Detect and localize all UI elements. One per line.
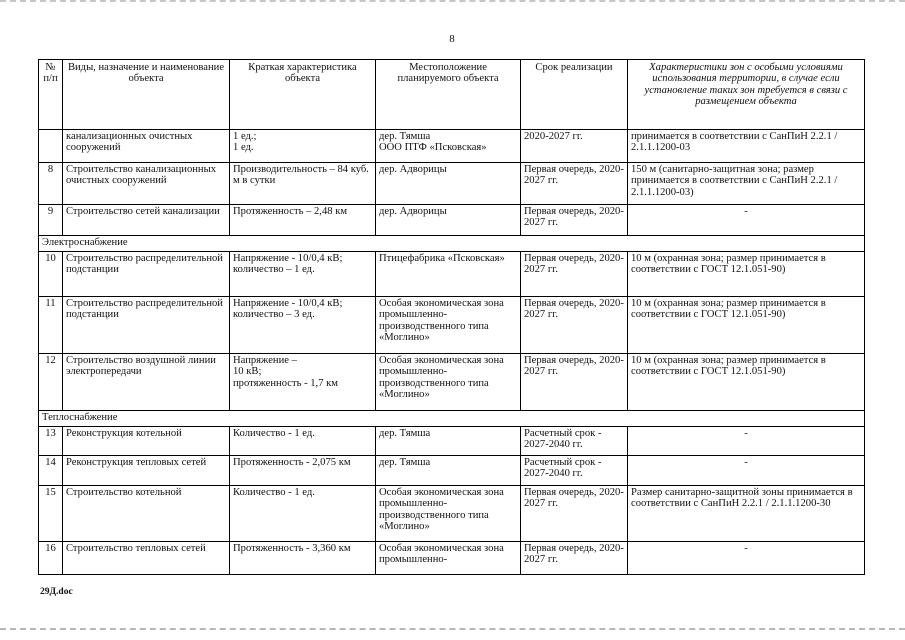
row-num: 15	[39, 486, 63, 542]
row-name: Строительство распределительной подстанции	[63, 297, 230, 354]
header-object-type: Виды, назначение и наименование объекта	[63, 60, 230, 130]
row-term: 2020-2027 гг.	[521, 130, 628, 163]
row-brief: Протяженность – 2,48 км	[230, 205, 376, 236]
table-row	[39, 354, 865, 411]
row-location: дер. Тямша	[376, 427, 521, 456]
header-zones: Характеристики зон с особыми условиями использования территории, в случае если установление таких зон требуется в связи с размещением объекта	[628, 60, 865, 130]
row-term: Расчетный срок - 2027-2040 гг.	[521, 427, 628, 456]
table-row	[39, 542, 865, 575]
row-term: Расчетный срок - 2027-2040 гг.	[521, 456, 628, 486]
row-term: Первая очередь, 2020-2027 гг.	[521, 163, 628, 205]
header-term: Срок реализации	[521, 60, 628, 130]
table-row	[39, 252, 865, 297]
table-row	[39, 427, 865, 456]
scan-edge-top	[0, 0, 905, 7]
table-row	[39, 205, 865, 236]
row-location: Особая экономическая зона промышленно-производственного типа «Моглино»	[376, 297, 521, 354]
row-name: Строительство распределительной подстанции	[63, 252, 230, 297]
row-term: Первая очередь, 2020-2027 гг.	[521, 486, 628, 542]
header-location: Местоположение планируемого объекта	[376, 60, 521, 130]
row-zones: 10 м (охранная зона; размер принимается в соответствии с ГОСТ 12.1.051-90)	[628, 297, 865, 354]
row-num: 8	[39, 163, 63, 205]
row-num: 14	[39, 456, 63, 486]
row-num	[39, 130, 63, 163]
row-location: Особая экономическая зона промышленно-производственного типа «Моглино»	[376, 486, 521, 542]
row-brief: Количество - 1 ед.	[230, 486, 376, 542]
row-zones: -	[628, 542, 865, 575]
document-file-code: 29Д.doc	[40, 587, 73, 597]
row-name: Строительство воздушной линии электропередачи	[63, 354, 230, 411]
header-brief: Краткая характеристика объекта	[230, 60, 376, 130]
row-location: Особая экономическая зона промышленно-	[376, 542, 521, 575]
table-row	[39, 163, 865, 205]
table-header-row	[39, 60, 865, 130]
row-zones: -	[628, 427, 865, 456]
row-name: Реконструкция котельной	[63, 427, 230, 456]
row-term: Первая очередь, 2020-2027 гг.	[521, 542, 628, 575]
header-num: № п/п	[39, 60, 63, 130]
row-zones: -	[628, 205, 865, 236]
row-zones: 150 м (санитарно-защитная зона; размер принимается в соответствии с СанПиН 2.2.1 / 2.1.1.1200-03)	[628, 163, 865, 205]
row-brief: Количество - 1 ед.	[230, 427, 376, 456]
row-name: Реконструкция тепловых сетей	[63, 456, 230, 486]
row-num: 13	[39, 427, 63, 456]
section-row	[39, 411, 865, 427]
table-row	[39, 130, 865, 163]
row-location: Особая экономическая зона промышленно-производственного типа «Моглино»	[376, 354, 521, 411]
row-zones: -	[628, 456, 865, 486]
row-name: Строительство сетей канализации	[63, 205, 230, 236]
scan-edge-bottom	[0, 628, 905, 630]
row-location: дер. Тямша	[376, 456, 521, 486]
row-num: 11	[39, 297, 63, 354]
section-title-heat: Теплоснабжение	[39, 411, 865, 427]
row-zones: 10 м (охранная зона; размер принимается в соответствии с ГОСТ 12.1.051-90)	[628, 252, 865, 297]
row-zones: принимается в соответствии с СанПиН 2.2.1 / 2.1.1.1200-03	[628, 130, 865, 163]
row-brief: Напряжение - 10/0,4 кВ; количество – 1 ед.	[230, 252, 376, 297]
table-row	[39, 456, 865, 486]
row-num: 12	[39, 354, 63, 411]
row-location: Птицефабрика «Псковская»	[376, 252, 521, 297]
section-title-power: Электроснабжение	[39, 236, 865, 252]
row-term: Первая очередь, 2020-2027 гг.	[521, 252, 628, 297]
row-brief: Протяженность - 2,075 км	[230, 456, 376, 486]
row-name: Строительство тепловых сетей	[63, 542, 230, 575]
row-name: Строительство канализационных очистных сооружений	[63, 163, 230, 205]
row-term: Первая очередь, 2020-2027 гг.	[521, 354, 628, 411]
row-name: Строительство котельной	[63, 486, 230, 542]
row-num: 16	[39, 542, 63, 575]
row-location: дер. Тямша ООО ПТФ «Псковская»	[376, 130, 521, 163]
row-term: Первая очередь, 2020-2027 гг.	[521, 205, 628, 236]
row-num: 10	[39, 252, 63, 297]
objects-table	[38, 59, 865, 575]
row-term: Первая очередь, 2020-2027 гг.	[521, 297, 628, 354]
row-name: канализационных очистных сооружений	[63, 130, 230, 163]
section-row	[39, 236, 865, 252]
row-location: дер. Адворицы	[376, 163, 521, 205]
row-brief: Производительность – 84 куб. м в сутки	[230, 163, 376, 205]
row-zones: Размер санитарно-защитной зоны принимается в соответствии с СанПиН 2.2.1 / 2.1.1.1200-30	[628, 486, 865, 542]
row-brief: Напряжение - 10/0,4 кВ; количество – 3 ед.	[230, 297, 376, 354]
row-brief: Протяженность - 3,360 км	[230, 542, 376, 575]
row-brief: 1 ед.; 1 ед.	[230, 130, 376, 163]
page-number: 8	[449, 33, 455, 45]
row-zones: 10 м (охранная зона; размер принимается в соответствии с ГОСТ 12.1.051-90)	[628, 354, 865, 411]
row-num: 9	[39, 205, 63, 236]
row-brief: Напряжение – 10 кВ; протяженность - 1,7 км	[230, 354, 376, 411]
table-row	[39, 297, 865, 354]
row-location: дер. Адворицы	[376, 205, 521, 236]
table-row	[39, 486, 865, 542]
